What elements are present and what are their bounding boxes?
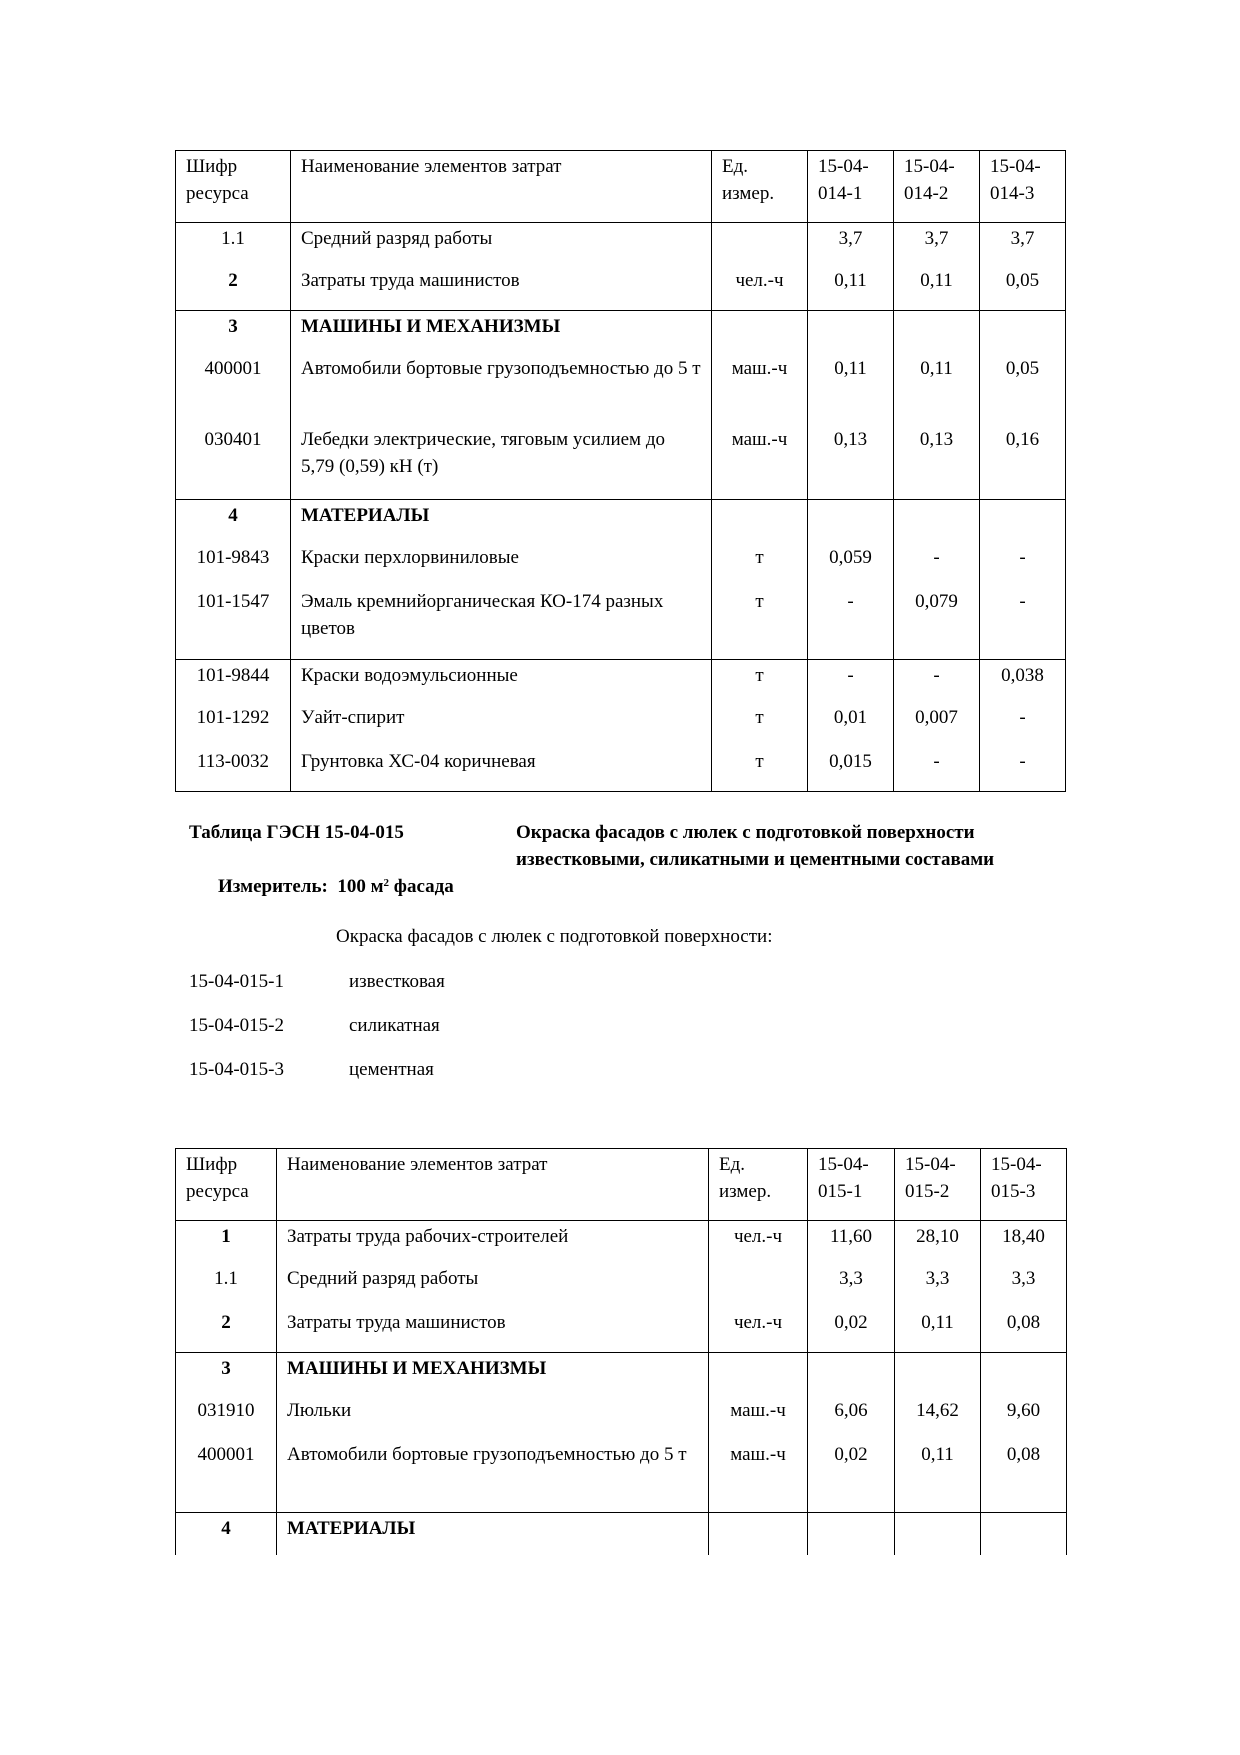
table-row bbox=[176, 1221, 1067, 1265]
row-code: 1.1 bbox=[176, 223, 291, 267]
row-name: Затраты труда рабочих-строителей bbox=[277, 1221, 709, 1265]
row-value-3: 0,16 bbox=[980, 426, 1066, 500]
list-item bbox=[189, 1012, 440, 1039]
table-row bbox=[176, 704, 1066, 748]
row-name: Грунтовка ХС-04 коричневая bbox=[291, 748, 712, 792]
row-name: Краски перхлорвиниловые bbox=[291, 544, 712, 588]
row-value-2: 0,007 bbox=[894, 704, 980, 748]
table-row bbox=[176, 223, 1066, 267]
row-value-3: 3,3 bbox=[981, 1265, 1067, 1309]
row-code: 3 bbox=[176, 1353, 277, 1397]
row-unit: маш.-ч bbox=[709, 1397, 808, 1441]
header-name: Наименование элементов затрат bbox=[277, 1149, 709, 1221]
row-value-1: 0,059 bbox=[808, 544, 894, 588]
table-row bbox=[176, 588, 1066, 660]
row-value-1: 0,02 bbox=[808, 1441, 895, 1513]
meter-label: Измеритель: bbox=[218, 876, 328, 897]
row-value-1 bbox=[808, 1513, 895, 1555]
row-value-2: - bbox=[894, 544, 980, 588]
section-title: МАШИНЫ И МЕХАНИЗМЫ bbox=[291, 311, 712, 355]
item-code: 15-04-015-2 bbox=[189, 1015, 284, 1036]
header-col-3: 15-04-014-3 bbox=[980, 151, 1066, 223]
table-row bbox=[176, 1441, 1067, 1513]
header-name: Наименование элементов затрат bbox=[291, 151, 712, 223]
table-row bbox=[176, 1397, 1067, 1441]
row-value-3: 18,40 bbox=[981, 1221, 1067, 1265]
row-unit: чел.-ч bbox=[712, 267, 808, 311]
table-row bbox=[176, 748, 1066, 792]
row-code: 4 bbox=[176, 500, 291, 544]
list-item bbox=[189, 1056, 434, 1083]
row-unit: чел.-ч bbox=[709, 1221, 808, 1265]
row-value-2: - bbox=[894, 660, 980, 704]
row-code: 113-0032 bbox=[176, 748, 291, 792]
row-code: 400001 bbox=[176, 1441, 277, 1513]
row-code: 1 bbox=[176, 1221, 277, 1265]
row-value-1: 0,11 bbox=[808, 355, 894, 426]
meter-value: 100 м bbox=[337, 876, 384, 897]
row-unit bbox=[709, 1353, 808, 1397]
row-value-2: 0,11 bbox=[895, 1441, 981, 1513]
table-label: Таблица ГЭСН 15-04-015 bbox=[189, 822, 404, 843]
intro-text: Окраска фасадов с люлек с подготовкой поверхности: bbox=[336, 926, 773, 947]
row-code: 400001 bbox=[176, 355, 291, 426]
row-name: Эмаль кремнийорганическая КО-174 разных цветов bbox=[291, 588, 712, 660]
header-code: Шифр ресурса bbox=[176, 1149, 277, 1221]
row-name: Затраты труда машинистов bbox=[277, 1309, 709, 1353]
row-value-3 bbox=[981, 1513, 1067, 1555]
row-value-3: - bbox=[980, 748, 1066, 792]
row-value-3: - bbox=[980, 544, 1066, 588]
row-value-2: 28,10 bbox=[895, 1221, 981, 1265]
row-value-2: 14,62 bbox=[895, 1397, 981, 1441]
row-value-2: - bbox=[894, 748, 980, 792]
row-name: Уайт-спирит bbox=[291, 704, 712, 748]
section-title: МАТЕРИАЛЫ bbox=[291, 500, 712, 544]
row-unit: т bbox=[712, 588, 808, 660]
row-unit: т bbox=[712, 748, 808, 792]
row-code: 1.1 bbox=[176, 1265, 277, 1309]
row-name: Люльки bbox=[277, 1397, 709, 1441]
row-value-2: 0,11 bbox=[895, 1309, 981, 1353]
table-row bbox=[176, 267, 1066, 311]
row-unit: маш.-ч bbox=[709, 1441, 808, 1513]
table-section-row bbox=[176, 1353, 1067, 1397]
item-code: 15-04-015-1 bbox=[189, 971, 284, 992]
row-unit bbox=[712, 311, 808, 355]
table-header-row bbox=[176, 151, 1066, 223]
table-title: Окраска фасадов с люлек с подготовкой поверхности известковыми, силикатными и цементными составами bbox=[516, 822, 995, 870]
row-code: 101-1547 bbox=[176, 588, 291, 660]
row-value-1: 3,3 bbox=[808, 1265, 895, 1309]
row-value-3 bbox=[980, 500, 1066, 544]
row-unit: маш.-ч bbox=[712, 426, 808, 500]
row-unit bbox=[712, 500, 808, 544]
section-title: МАШИНЫ И МЕХАНИЗМЫ bbox=[277, 1353, 709, 1397]
row-value-1: 6,06 bbox=[808, 1397, 895, 1441]
row-value-3 bbox=[981, 1353, 1067, 1397]
section-title: МАТЕРИАЛЫ bbox=[277, 1513, 709, 1555]
row-name: Средний разряд работы bbox=[291, 223, 712, 267]
row-value-2: 3,3 bbox=[895, 1265, 981, 1309]
header-code: Шифр ресурса bbox=[176, 151, 291, 223]
list-item bbox=[189, 968, 445, 995]
row-code: 3 bbox=[176, 311, 291, 355]
meter-sup: 2 bbox=[383, 877, 390, 889]
meter bbox=[218, 873, 454, 900]
table-section-row bbox=[176, 1513, 1067, 1555]
row-unit bbox=[709, 1513, 808, 1555]
row-value-2: 0,11 bbox=[894, 267, 980, 311]
header-col-3: 15-04-015-3 bbox=[981, 1149, 1067, 1221]
row-value-1 bbox=[808, 311, 894, 355]
row-value-1 bbox=[808, 500, 894, 544]
row-value-2 bbox=[894, 311, 980, 355]
header-col-1: 15-04-014-1 bbox=[808, 151, 894, 223]
row-unit bbox=[709, 1265, 808, 1309]
meter-unit: фасада bbox=[389, 876, 454, 897]
row-value-1 bbox=[808, 1353, 895, 1397]
row-name: Краски водоэмульсионные bbox=[291, 660, 712, 704]
row-name: Затраты труда машинистов bbox=[291, 267, 712, 311]
table-row bbox=[176, 544, 1066, 588]
item-label: известковая bbox=[349, 971, 445, 992]
table-row bbox=[176, 355, 1066, 426]
row-value-3: 0,05 bbox=[980, 267, 1066, 311]
header-col-1: 15-04-015-1 bbox=[808, 1149, 895, 1221]
row-value-3: 0,08 bbox=[981, 1441, 1067, 1513]
row-value-2 bbox=[895, 1353, 981, 1397]
row-code: 101-1292 bbox=[176, 704, 291, 748]
header-col-2: 15-04-015-2 bbox=[895, 1149, 981, 1221]
row-name: Лебедки электрические, тяговым усилием до 5,79 (0,59) кН (т) bbox=[291, 426, 712, 500]
table-section-row bbox=[176, 500, 1066, 544]
row-code: 4 bbox=[176, 1513, 277, 1555]
row-name: Автомобили бортовые грузоподъемностью до 5 т bbox=[277, 1441, 709, 1513]
item-label: силикатная bbox=[349, 1015, 440, 1036]
row-unit bbox=[712, 223, 808, 267]
row-value-1: - bbox=[808, 588, 894, 660]
row-value-3: - bbox=[980, 704, 1066, 748]
row-value-3: 0,08 bbox=[981, 1309, 1067, 1353]
row-code: 2 bbox=[176, 1309, 277, 1353]
row-name: Автомобили бортовые грузоподъемностью до 5 т bbox=[291, 355, 712, 426]
row-value-3: 0,05 bbox=[980, 355, 1066, 426]
header-unit: Ед. измер. bbox=[712, 151, 808, 223]
row-value-3: - bbox=[980, 588, 1066, 660]
row-value-1: 0,13 bbox=[808, 426, 894, 500]
row-unit: т bbox=[712, 704, 808, 748]
row-value-1: - bbox=[808, 660, 894, 704]
header-col-2: 15-04-014-2 bbox=[894, 151, 980, 223]
row-value-2: 0,079 bbox=[894, 588, 980, 660]
row-value-2: 0,11 bbox=[894, 355, 980, 426]
row-value-1: 0,02 bbox=[808, 1309, 895, 1353]
table-row bbox=[176, 660, 1066, 704]
resource-table-15-04-015 bbox=[175, 1148, 1067, 1555]
table-row bbox=[176, 1309, 1067, 1353]
item-label: цементная bbox=[349, 1059, 434, 1080]
header-unit: Ед. измер. bbox=[709, 1149, 808, 1221]
row-value-2 bbox=[895, 1513, 981, 1555]
row-unit: т bbox=[712, 544, 808, 588]
row-unit: т bbox=[712, 660, 808, 704]
row-value-3 bbox=[980, 311, 1066, 355]
row-value-2: 0,13 bbox=[894, 426, 980, 500]
row-value-3: 0,038 bbox=[980, 660, 1066, 704]
row-value-1: 3,7 bbox=[808, 223, 894, 267]
row-value-2 bbox=[894, 500, 980, 544]
row-code: 2 bbox=[176, 267, 291, 311]
row-unit: чел.-ч bbox=[709, 1309, 808, 1353]
row-unit: маш.-ч bbox=[712, 355, 808, 426]
item-code: 15-04-015-3 bbox=[189, 1059, 284, 1080]
row-value-1: 0,11 bbox=[808, 267, 894, 311]
row-name: Средний разряд работы bbox=[277, 1265, 709, 1309]
row-value-1: 11,60 bbox=[808, 1221, 895, 1265]
resource-table-15-04-014 bbox=[175, 150, 1066, 792]
table-row bbox=[176, 1265, 1067, 1309]
row-value-3: 3,7 bbox=[980, 223, 1066, 267]
row-value-2: 3,7 bbox=[894, 223, 980, 267]
table-section-row bbox=[176, 311, 1066, 355]
row-value-1: 0,015 bbox=[808, 748, 894, 792]
table-header-row bbox=[176, 1149, 1067, 1221]
row-code: 101-9844 bbox=[176, 660, 291, 704]
row-code: 031910 bbox=[176, 1397, 277, 1441]
row-value-3: 9,60 bbox=[981, 1397, 1067, 1441]
row-code: 030401 bbox=[176, 426, 291, 500]
table-row bbox=[176, 426, 1066, 500]
row-value-1: 0,01 bbox=[808, 704, 894, 748]
row-code: 101-9843 bbox=[176, 544, 291, 588]
